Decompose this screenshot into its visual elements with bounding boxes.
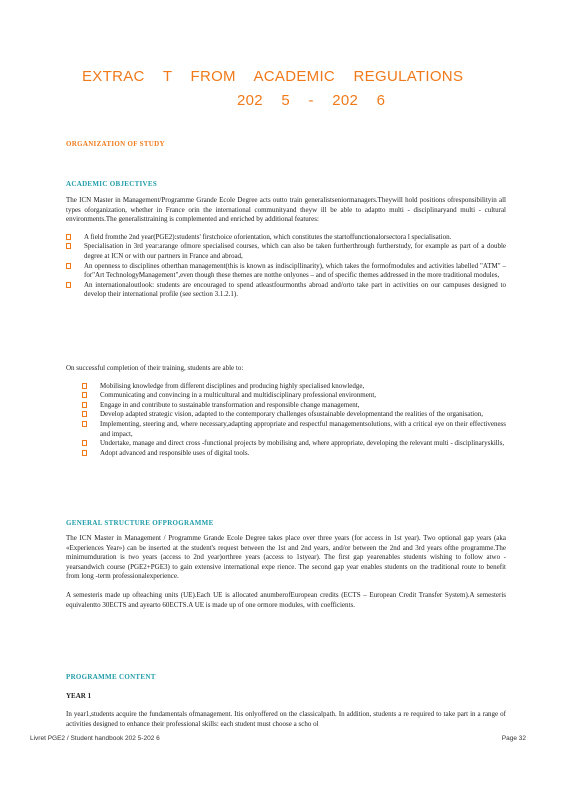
objectives-list — [66, 233, 506, 300]
bullet-icon — [82, 402, 87, 408]
year-heading: YEAR 1 — [66, 692, 92, 700]
structure-paragraph-1: The ICN Master in Management / Programme Grande Ecole Degree takes place over three years (for access in 1st year). Two optional gap years (aka «Experiences Year») can be inserted at the student's request between the 1st and 2nd years, and/or between the 2nd and 3rd years ofthe programme.The minimumduration is two years (access to 2nd year)orthree years (access to 1styear). The first gap yearenables students wishing to follow atwo - yearsandwich course (PGE2+PGE3) to gain extensive international expe rience. The second gap year enables students on the traditional route to benefit from long -term professionalexperience. — [66, 534, 506, 581]
year-block — [66, 710, 506, 730]
section-heading-objectives: ACADEMIC OBJECTIVES — [66, 180, 158, 188]
bullet-icon — [82, 421, 87, 427]
bullet-icon — [82, 392, 87, 398]
list-item: Mobilising knowledge from different disciplines and producing highly specialised knowledge, — [66, 382, 506, 392]
year-paragraph: In year1,students acquire the fundamentals ofmanagement. Itis onlyoffered on the classicalpath. In addition, students a re required to take part in a range of activities designed to enhance their professional skills: each student must choose a scho ol — [66, 710, 506, 728]
list-item: Adopt advanced and responsible uses of digital tools. — [66, 449, 506, 459]
bullet-icon — [66, 282, 71, 288]
success-intro: On successful completion of their training, students are able to: — [66, 364, 244, 372]
document-years: 202 5 - 202 6 — [237, 92, 386, 109]
bullet-icon — [82, 383, 87, 389]
section-heading-content: PROGRAMME CONTENT — [66, 673, 156, 681]
list-item: Specialisation in 3rd year:arange ofmore specialised courses, which can also be taken furtherthrough furtherstudy, for example as part of a double degree at ICN or with our partners in France and abroad, — [66, 242, 506, 261]
bullet-icon — [66, 234, 71, 240]
list-item: Implementing, steering and, where necessary,adapting appropriate and respectful managementsolutions, with a critical eye on their effectiveness and impact, — [66, 420, 506, 439]
bullet-icon — [66, 263, 71, 269]
list-item: Develop adapted strategic vision, adapted to the contemporary challenges ofsustainable developmentand the realities of the organisation, — [66, 410, 506, 420]
section-heading-organization: ORGANIZATION OF STUDY — [66, 140, 165, 148]
document-title: EXTRAC T FROM ACADEMIC REGULATIONS — [82, 68, 464, 85]
list-item: Engage in and contribute to sustainable transformation and responsible change management, — [66, 401, 506, 411]
structure-block — [66, 534, 506, 610]
list-item: An openness to disciplines otherthan management(this is known as indiscipllinarity), which takes the formofmodules and activities labelled "ATM" – for"Art TechnologyManagement",even though these themes are notthe onlyones – and of specific themes addressed in the more traditional modules, — [66, 262, 506, 281]
structure-paragraph-2: A semesteris made up ofteaching units (UE).Each UE is allocated anumberofEuropean credits (ECTS – European Credit Transfer System).A semesteris equivalentto 30ECTS and ayearto 60ECTS.A UE is made up of one ormore modules, with coefficients. — [66, 590, 506, 609]
bullet-icon — [82, 411, 87, 417]
bullet-icon — [66, 243, 71, 249]
bullet-icon — [82, 440, 87, 446]
list-item: Undertake, manage and direct cross -functional projects by mobilising and, where appropriate, developing the relevant multi - disciplinaryskills, — [66, 439, 506, 449]
objectives-intro: The ICN Master in Management/Programme Grande Ecole Degree acts outto train generalistseniormanagers.Theywill hold positions ofresponsibilityin all types oforganization, whether in France orin the international communityand theyw ill be able to adaptto multi - disciplinaryand multi - cultural environments.The generalisttraining is complemented and enriched by additional features: — [66, 196, 506, 224]
list-item: An internationaloutlook: students are encouraged to spend atleastfourmonths abroad and/orto take part in activities on our campuses designed to develop their international profile (see section 3.1.2.1). — [66, 281, 506, 300]
objectives-block — [66, 196, 506, 300]
list-item: Communicating and convincing in a multicultural and multidisciplinary professional environment, — [66, 391, 506, 401]
bullet-icon — [82, 450, 87, 456]
section-heading-structure: GENERAL STRUCTURE OFPROGRAMME — [66, 519, 214, 527]
page-number: Page 32 — [501, 735, 526, 742]
page-footer — [30, 735, 526, 742]
footer-handbook-label: Livret PGE2 / Student handbook 202 5-202 6 — [30, 735, 160, 742]
success-list — [66, 382, 506, 459]
list-item: A field fromthe 2nd year(PGE2):students' firstchoice oforientation, which constitutes the startoffunctionalorsectora l specialisation. — [66, 233, 506, 243]
success-block — [66, 364, 506, 458]
